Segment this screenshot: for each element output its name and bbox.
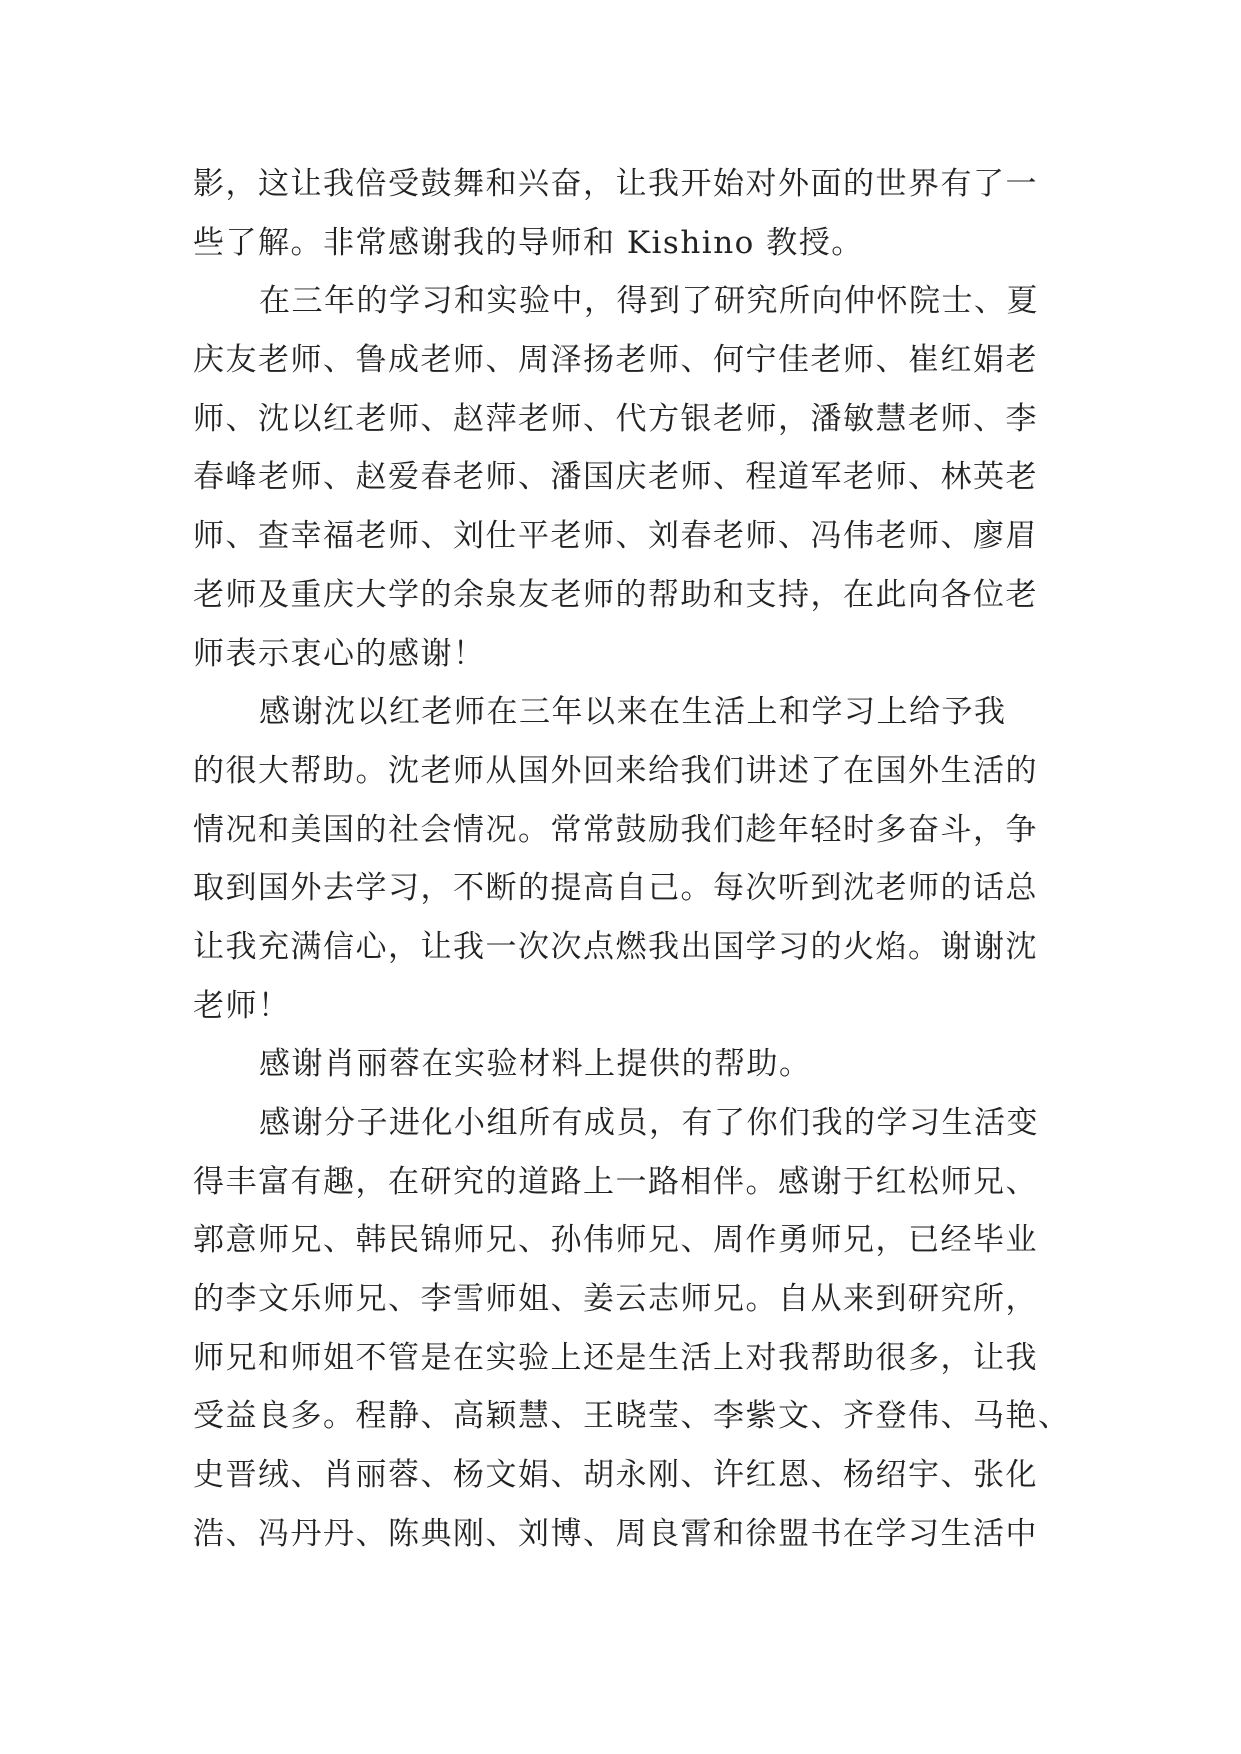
text-line: 感谢沈以红老师在三年以来在生活上和学习上给予我 (259, 694, 1007, 731)
text-line: 史晋绒、肖丽蓉、杨文娟、胡永刚、许红恩、杨绍宇、张化 (193, 1457, 1038, 1494)
text-line: 师、沈以红老师、赵萍老师、代方银老师，潘敏慧老师、李 (193, 400, 1038, 437)
text-line: 郭意师兄、韩民锦师兄、孙伟师兄、周作勇师兄，已经毕业 (193, 1222, 1038, 1259)
text-line: 的很大帮助。沈老师从国外回来给我们讲述了在国外生活的 (193, 752, 1038, 789)
text-line: 的李文乐师兄、李雪师姐、姜云志师兄。自从来到研究所， (193, 1281, 1038, 1318)
text-line: 浩、冯丹丹、陈典刚、刘博、周良霄和徐盟书在学习生活中 (193, 1515, 1038, 1552)
text-line: 些了解。非常感谢我的导师和 Kishino 教授。 (193, 224, 864, 261)
text-line: 情况和美国的社会情况。常常鼓励我们趁年轻时多奋斗，争 (193, 811, 1038, 848)
text-line: 师兄和师姐不管是在实验上还是生活上对我帮助很多，让我 (193, 1339, 1038, 1376)
text-line: 老师及重庆大学的余泉友老师的帮助和支持，在此向各位老 (193, 576, 1038, 613)
text-line: 感谢肖丽蓉在实验材料上提供的帮助。 (259, 1046, 812, 1083)
text-line: 春峰老师、赵爱春老师、潘国庆老师、程道军老师、林英老 (193, 459, 1038, 496)
text-line: 感谢分子进化小组所有成员，有了你们我的学习生活变 (259, 1105, 1039, 1141)
text-line: 老师！ (193, 987, 291, 1024)
text-line: 师表示衷心的感谢！ (193, 635, 486, 672)
text-line: 在三年的学习和实验中，得到了研究所向仲怀院士、夏 (259, 283, 1039, 320)
text-line: 受益良多。程静、高颖慧、王晓莹、李紫文、齐登伟、马艳、 (193, 1398, 1071, 1435)
text-line: 庆友老师、鲁成老师、周泽扬老师、何宁佳老师、崔红娟老 (193, 342, 1038, 379)
text-line: 影，这让我倍受鼓舞和兴奋，让我开始对外面的世界有了一 (193, 166, 1038, 202)
text-line: 师、查幸福老师、刘仕平老师、刘春老师、冯伟老师、廖眉 (193, 518, 1038, 555)
acknowledgement-text (193, 155, 1071, 1564)
text-line: 取到国外去学习，不断的提高自己。每次听到沈老师的话总 (193, 870, 1038, 907)
text-line: 得丰富有趣，在研究的道路上一路相伴。感谢于红松师兄、 (193, 1163, 1038, 1200)
text-line: 让我充满信心，让我一次次点燃我出国学习的火焰。谢谢沈 (193, 928, 1038, 965)
